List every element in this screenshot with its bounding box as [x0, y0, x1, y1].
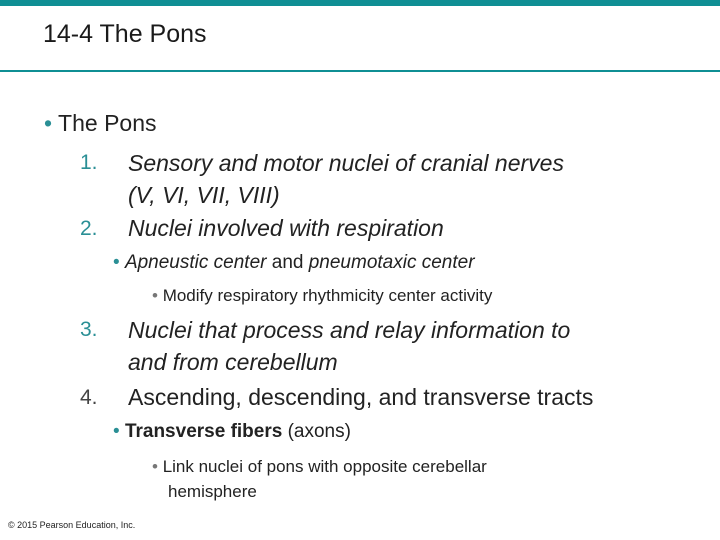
- bullet-icon: •: [113, 421, 120, 442]
- item-3-line1: Nuclei that process and relay information to: [128, 317, 571, 343]
- title-divider: [0, 70, 720, 72]
- slide-title: 14-4 The Pons: [43, 20, 207, 48]
- item-number-3: 3.: [80, 318, 98, 341]
- copyright-footer: © 2015 Pearson Education, Inc.: [8, 520, 136, 530]
- sub-sub-bullet-link: [152, 454, 487, 504]
- item-2-text: Nuclei involved with respiration: [128, 215, 444, 241]
- modify-label: Modify respiratory rhythmicity center activity: [162, 286, 493, 305]
- item-1-text: [128, 147, 564, 211]
- item-number-1: 1.: [80, 151, 98, 174]
- pneumotaxic-label: pneumotaxic center: [308, 252, 475, 273]
- and-label: and: [266, 252, 309, 273]
- item-1-line2: (V, VI, VII, VIII): [128, 182, 280, 208]
- item-4-text: Ascending, descending, and transverse tracts: [128, 384, 594, 410]
- transverse-fibers-label: Transverse fibers: [124, 421, 283, 442]
- item-number-2: 2.: [80, 217, 98, 240]
- item-3-text: [128, 314, 570, 378]
- main-bullet: [44, 110, 157, 137]
- bullet-icon: •: [113, 252, 120, 273]
- axons-label: (axons): [282, 421, 351, 442]
- sub-bullet-transverse: [113, 421, 351, 443]
- link-label-line2: hemisphere: [168, 482, 257, 501]
- top-accent-bar: [0, 0, 720, 6]
- bullet-icon: •: [152, 286, 158, 305]
- sub-sub-bullet-modify: [152, 286, 492, 306]
- link-label-line1: Link nuclei of pons with opposite cerebellar: [162, 457, 487, 476]
- sub-bullet-apneustic: [113, 252, 475, 274]
- main-bullet-label: The Pons: [58, 110, 157, 136]
- item-1-line1: Sensory and motor nuclei of cranial nerves: [128, 150, 564, 176]
- apneustic-label: Apneustic center: [124, 252, 267, 273]
- bullet-icon: •: [44, 110, 53, 136]
- bullet-icon: •: [152, 457, 158, 476]
- item-number-4: 4.: [80, 386, 98, 409]
- item-3-line2: and from cerebellum: [128, 349, 338, 375]
